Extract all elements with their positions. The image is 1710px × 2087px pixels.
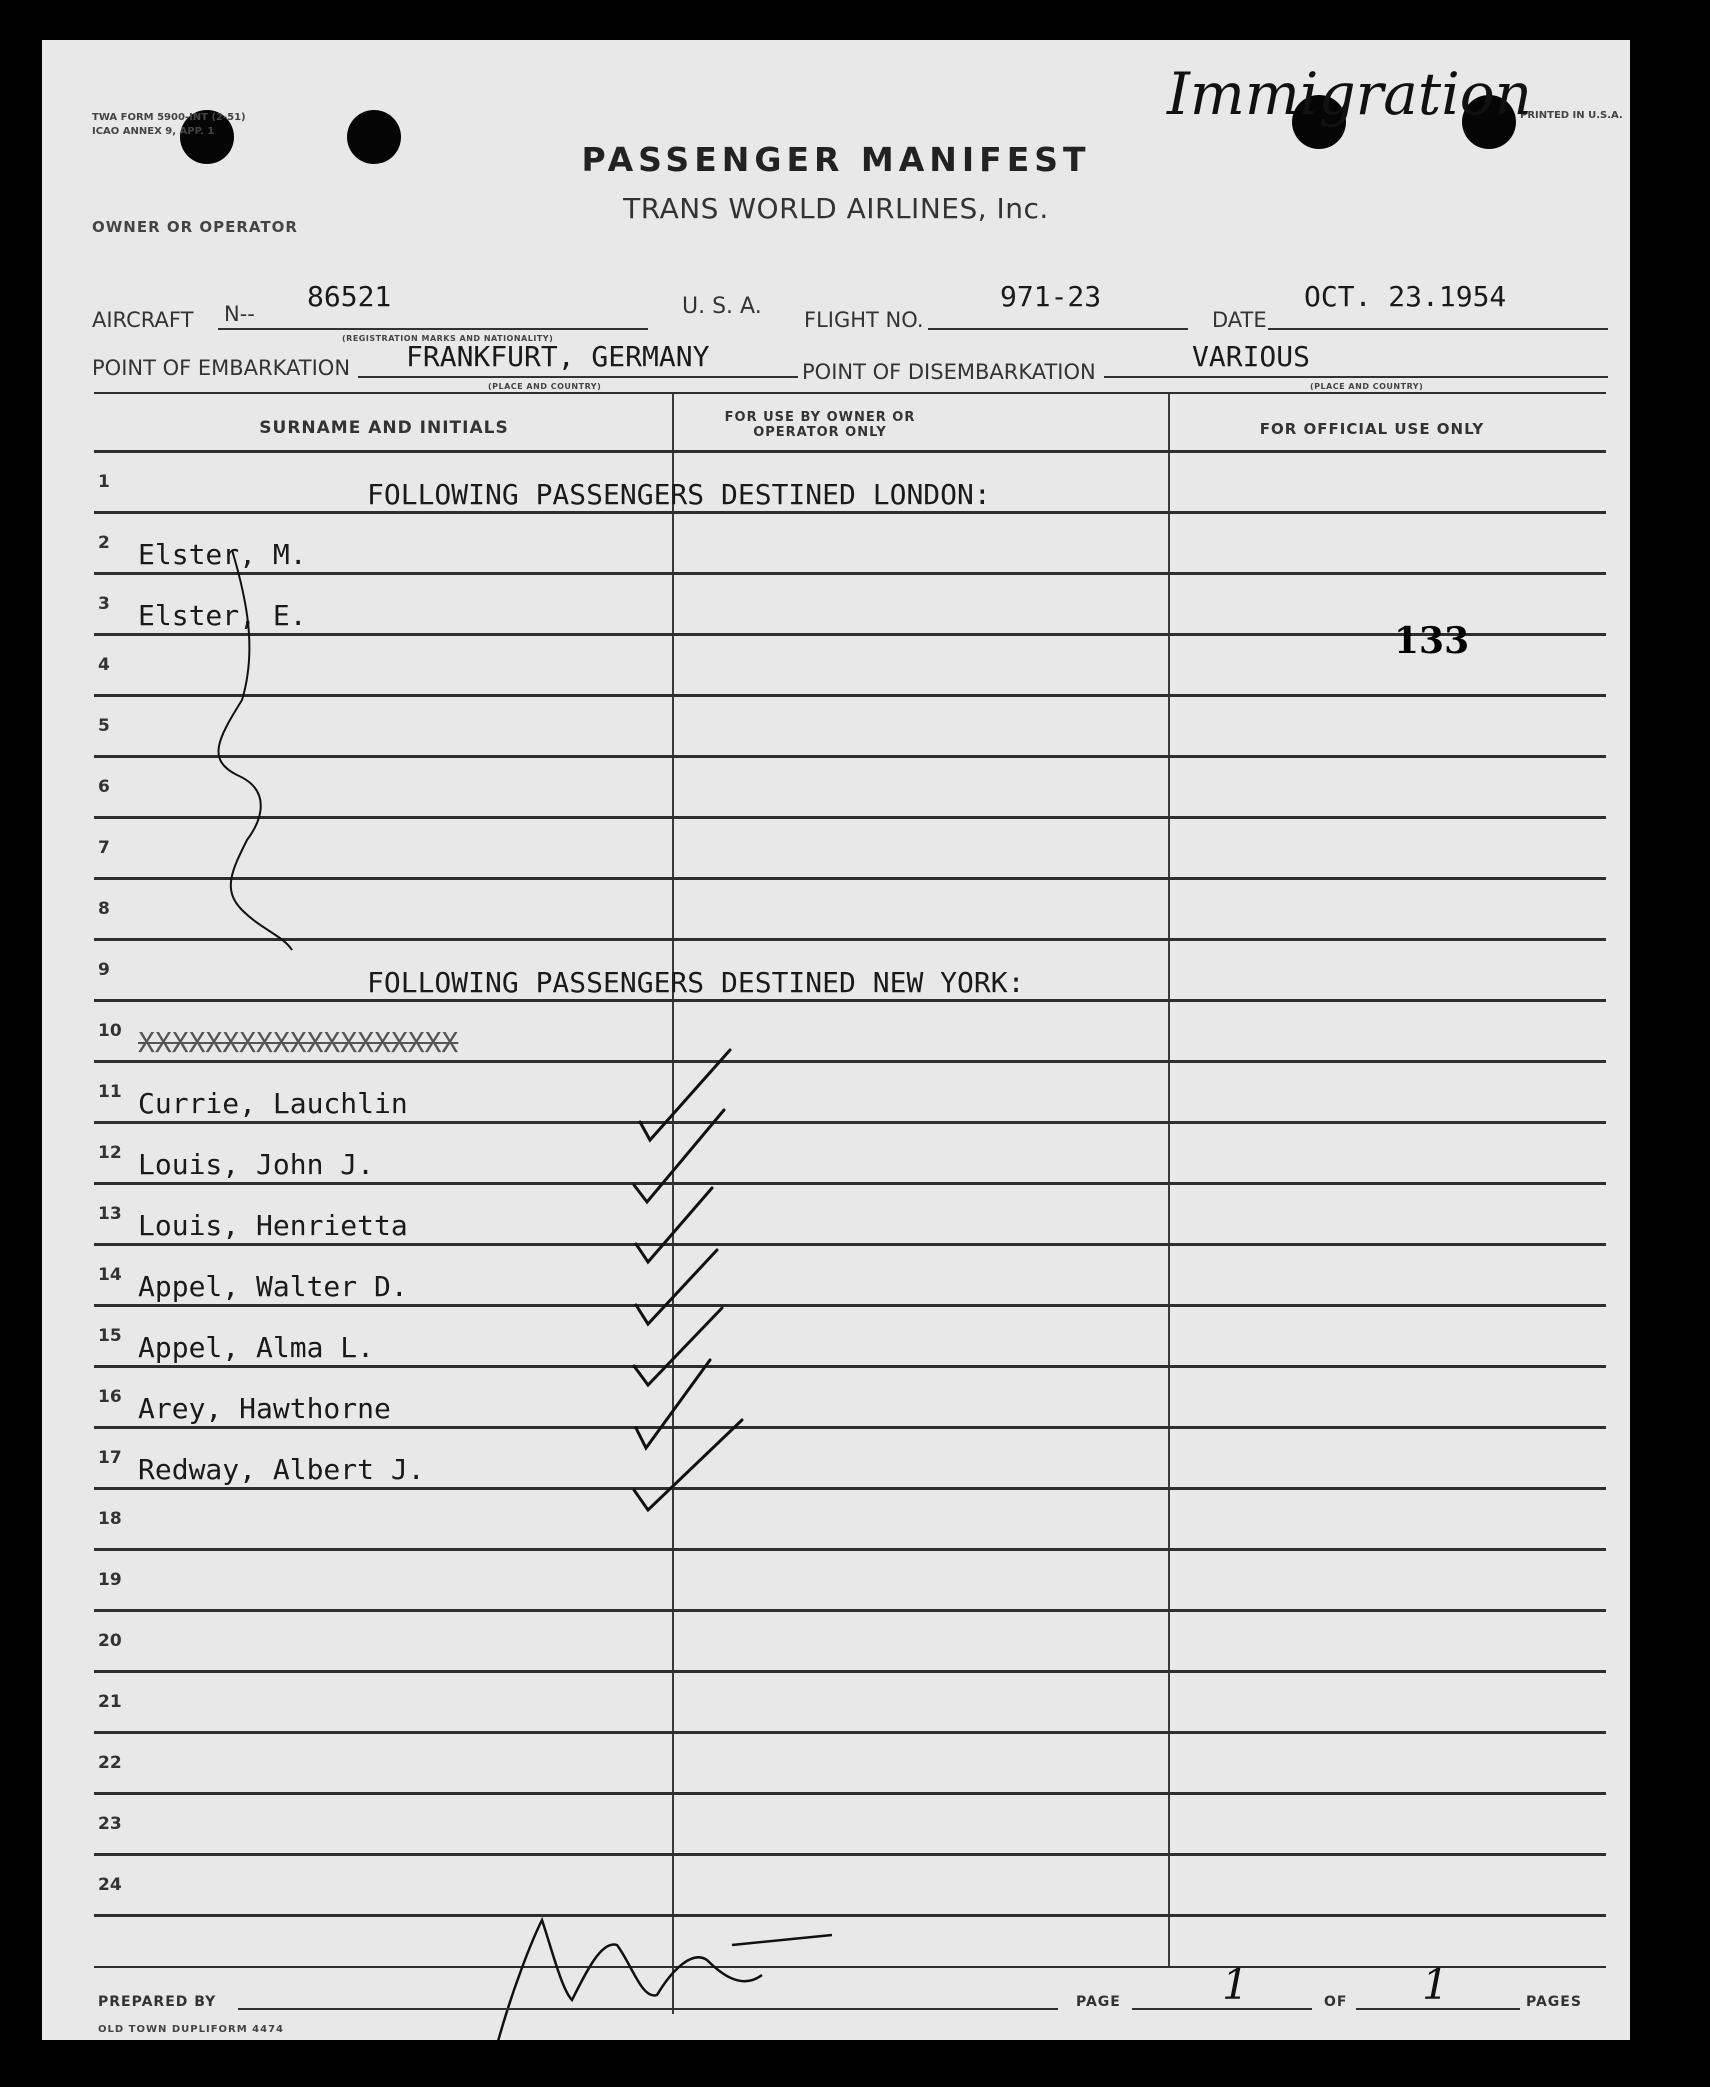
dupliform-label: OLD TOWN DUPLIFORM 4474: [98, 2024, 284, 2035]
aircraft-label: AIRCRAFT: [92, 308, 194, 332]
row-number: 2: [98, 533, 110, 553]
handwritten-immigration: Immigration: [1167, 60, 1533, 128]
operator-name: TRANS WORLD AIRLINES, Inc.: [623, 192, 1049, 225]
row-number: 12: [98, 1143, 122, 1163]
row-number: 16: [98, 1387, 122, 1407]
check-mark: [634, 1308, 722, 1385]
check-mark: [640, 1050, 730, 1140]
passenger-name: Appel, Alma L.: [138, 1331, 375, 1364]
passenger-name: Elster, E.: [138, 599, 307, 632]
handwritten-marks: [42, 40, 1630, 2040]
row-number: 17: [98, 1448, 122, 1468]
col-surname: SURNAME AND INITIALS: [259, 418, 509, 438]
embarkation-label: POINT OF EMBARKATION: [92, 356, 351, 380]
row-number: 5: [98, 716, 110, 736]
row-number: 20: [98, 1631, 122, 1651]
row-number: 1: [98, 472, 110, 492]
disembarkation-label: POINT OF DISEMBARKATION: [802, 360, 1096, 384]
form-number: TWA FORM 5900-INT (2-51): [92, 112, 246, 123]
page-value: 1: [1222, 1960, 1249, 2009]
section-heading-london: FOLLOWING PASSENGERS DESTINED LONDON:: [367, 478, 991, 511]
pages-value: 1: [1422, 1960, 1449, 2009]
row-number: 24: [98, 1875, 122, 1895]
bracket-squiggle: [218, 550, 292, 950]
date-label: DATE: [1212, 308, 1267, 332]
row-number: 13: [98, 1204, 122, 1224]
row-number: 23: [98, 1814, 122, 1834]
row-number: 21: [98, 1692, 122, 1712]
row-number: 15: [98, 1326, 122, 1346]
aircraft-value: 86521: [307, 280, 392, 313]
row-number: 11: [98, 1082, 122, 1102]
registration-caption: (REGISTRATION MARKS AND NATIONALITY): [342, 334, 554, 343]
nationality-value: U. S. A.: [682, 294, 762, 319]
col-owner-use: FOR USE BY OWNER OR OPERATOR ONLY: [724, 410, 916, 440]
check-mark: [636, 1360, 710, 1448]
passenger-name: Louis, Henrietta: [138, 1209, 408, 1242]
check-mark: [636, 1188, 712, 1262]
printed-in-usa: PRINTED IN U.S.A.: [1520, 110, 1623, 121]
row-number: 8: [98, 899, 110, 919]
section-heading-new-york: FOLLOWING PASSENGERS DESTINED NEW YORK:: [367, 966, 1025, 999]
row-number: 19: [98, 1570, 122, 1590]
row-number: 4: [98, 655, 110, 675]
row-number: 10: [98, 1021, 122, 1041]
aircraft-prefix: N--: [224, 302, 255, 326]
check-marks: [634, 1050, 742, 1510]
col-official-use: FOR OFFICIAL USE ONLY: [1259, 420, 1485, 438]
pages-label: PAGES: [1526, 1994, 1582, 2010]
row-number: 22: [98, 1753, 122, 1773]
disembarkation-value: VARIOUS: [1192, 340, 1311, 373]
icao-annex: ICAO ANNEX 9, APP. 1: [92, 126, 215, 137]
row-number: 3: [98, 594, 110, 614]
flight-value: 971-23: [1000, 280, 1102, 313]
passenger-name: Louis, John J.: [138, 1148, 375, 1181]
page-title: PASSENGER MANIFEST: [581, 140, 1091, 179]
manifest-document: [42, 40, 1630, 2040]
stamp-number: 133: [1394, 620, 1470, 662]
passenger-name: Currie, Lauchlin: [138, 1087, 408, 1120]
signature-mark: [497, 1920, 832, 2040]
page-label: PAGE: [1076, 1994, 1121, 2010]
check-mark: [634, 1420, 742, 1510]
struck-entry: XXXXXXXXXXXXXXXXXXX: [138, 1026, 459, 1059]
prepared-by-label: PREPARED BY: [98, 1994, 217, 2010]
passenger-name: Elster, M.: [138, 538, 307, 571]
row-number: 9: [98, 960, 110, 980]
passenger-name: Redway, Albert J.: [138, 1453, 425, 1486]
of-label: OF: [1324, 1994, 1348, 2010]
flight-label: FLIGHT NO.: [804, 308, 924, 332]
date-value: OCT. 23.1954: [1304, 280, 1507, 313]
row-number: 7: [98, 838, 110, 858]
row-number: 14: [98, 1265, 122, 1285]
embarkation-value: FRANKFURT, GERMANY: [406, 340, 710, 373]
place-caption: (PLACE AND COUNTRY): [488, 382, 602, 391]
owner-operator-label: OWNER OR OPERATOR: [92, 218, 298, 236]
passenger-name: Arey, Hawthorne: [138, 1392, 391, 1425]
row-number: 6: [98, 777, 110, 797]
passenger-name: Appel, Walter D.: [138, 1270, 408, 1303]
place-caption-2: (PLACE AND COUNTRY): [1310, 382, 1424, 391]
row-number: 18: [98, 1509, 122, 1529]
